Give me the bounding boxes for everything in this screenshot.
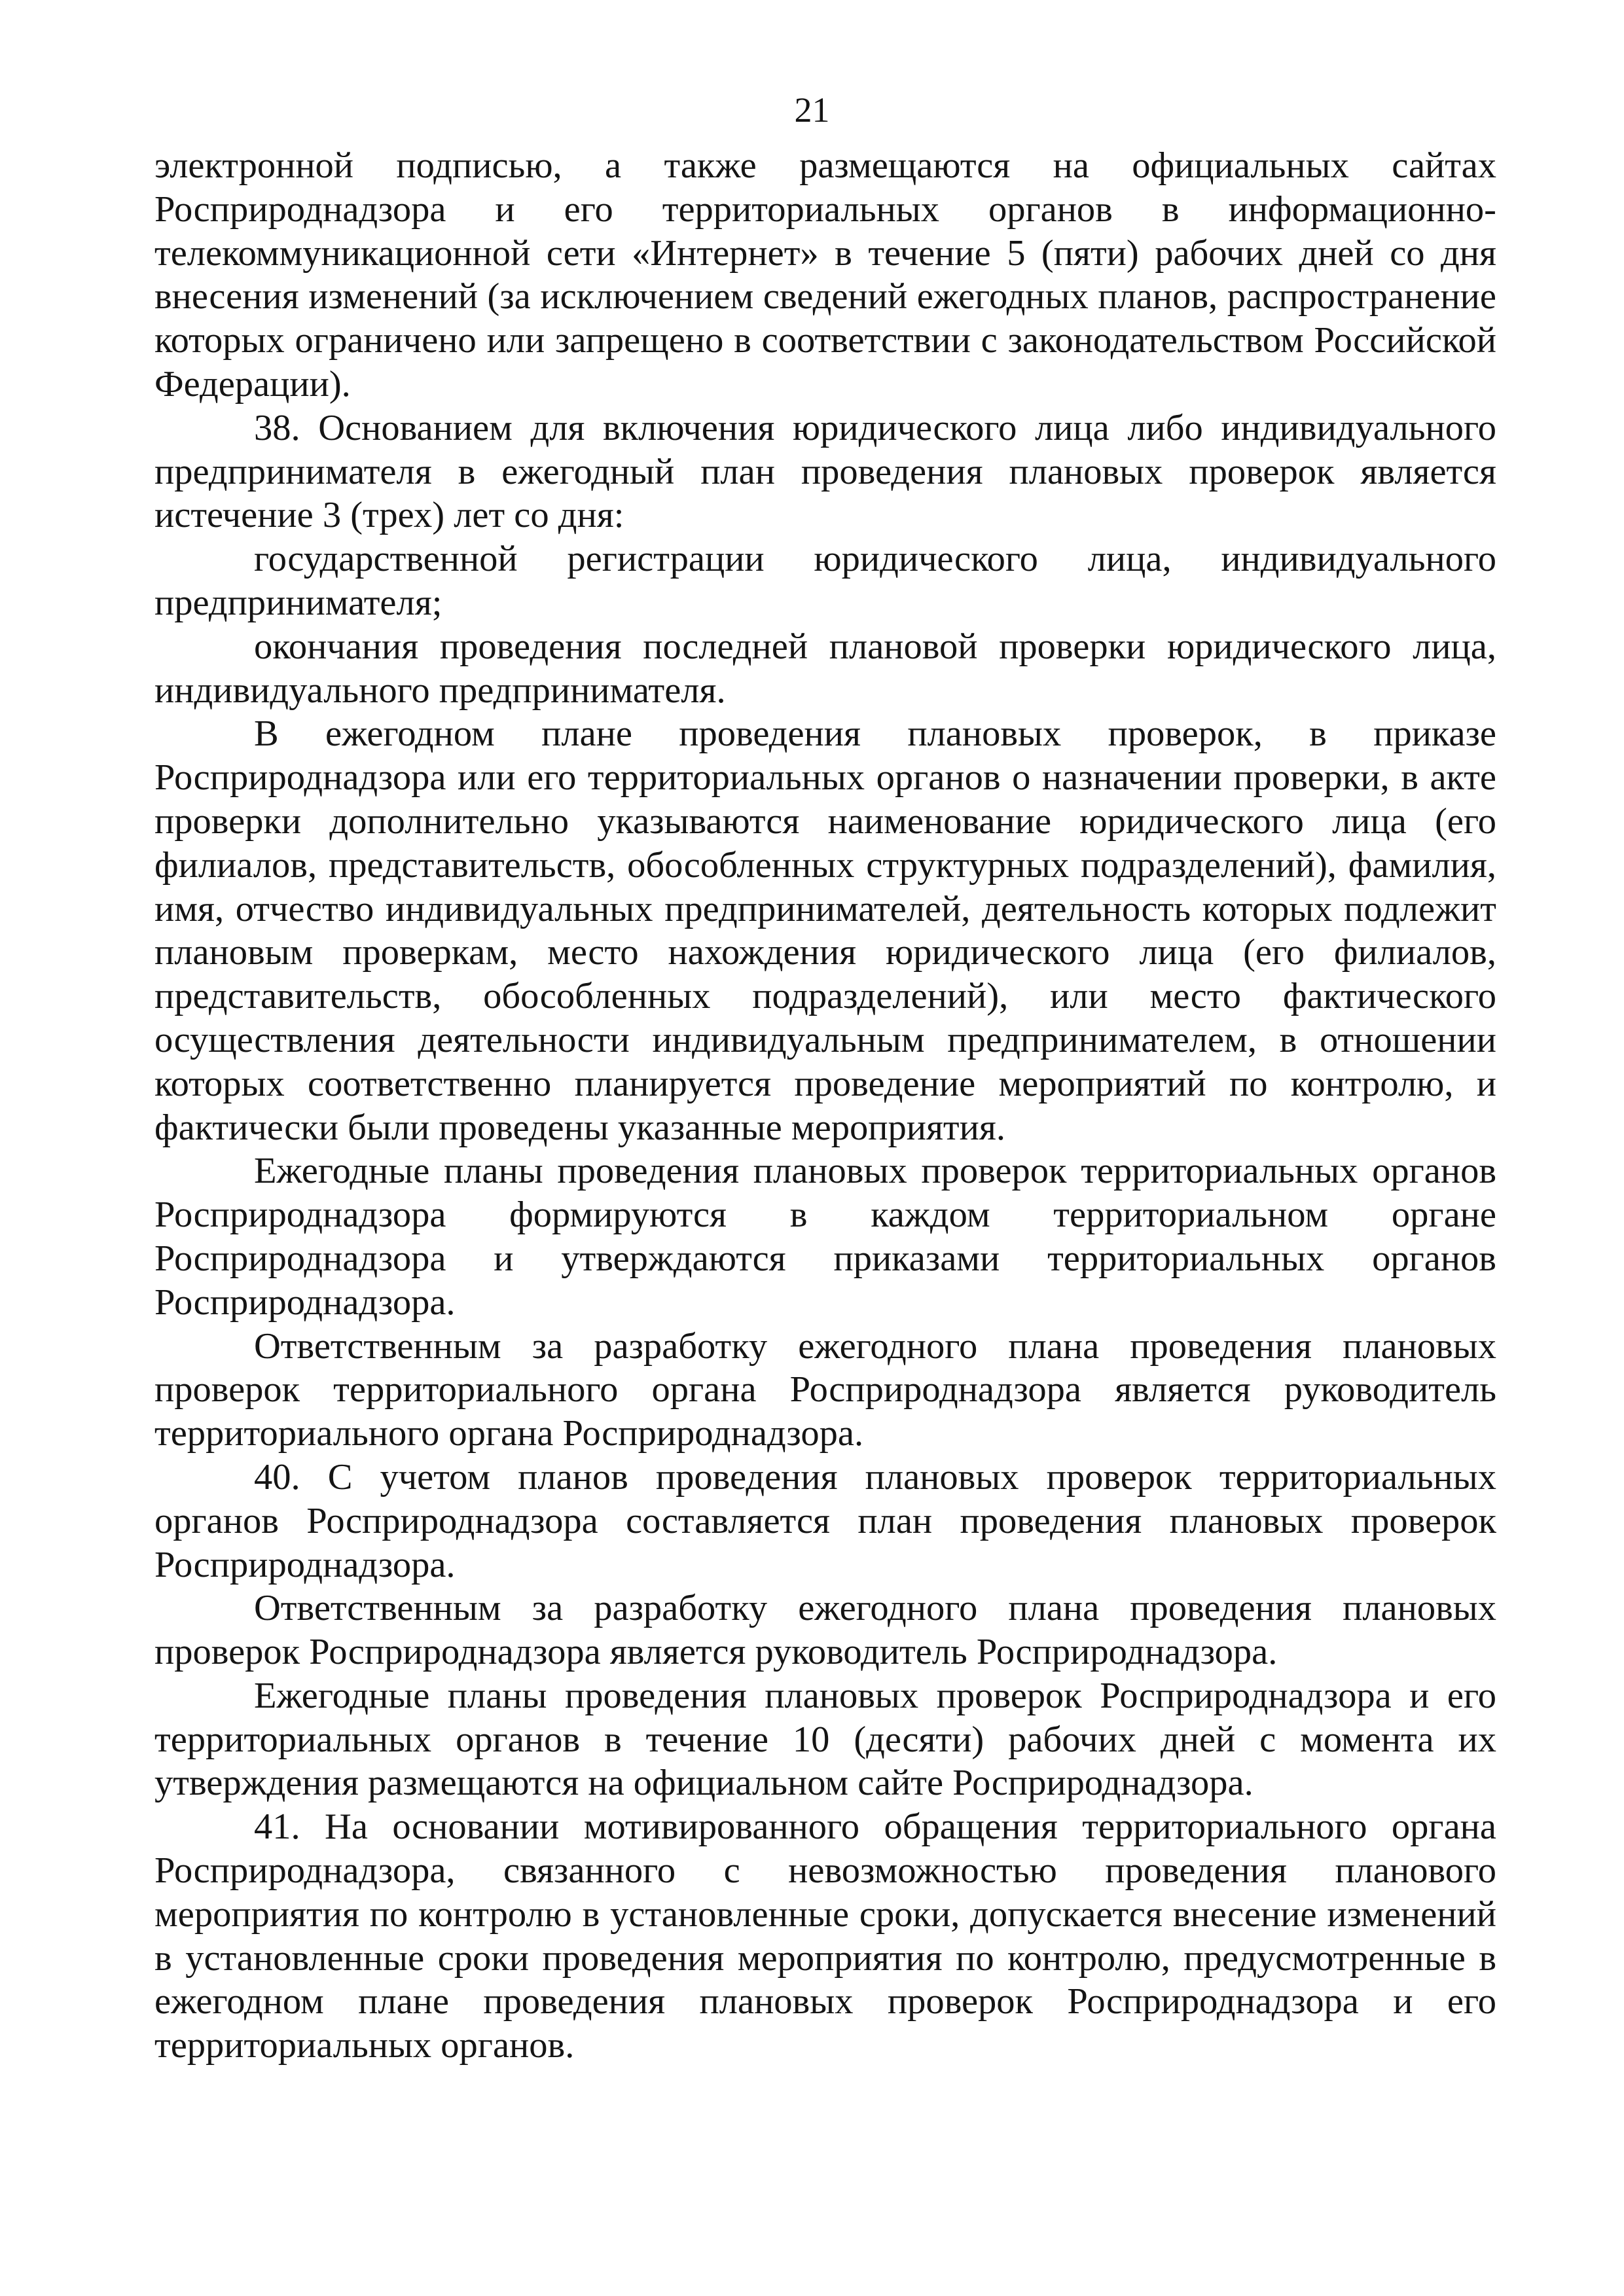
document-body — [154, 144, 1496, 2068]
paragraph-last-inspection: окончания проведения последней плановой проверки юридического лица, индивидуального предпринимателя. — [154, 626, 1496, 711]
paragraph-federal-responsible: Ответственным за разработку ежегодного плана проведения плановых проверок Росприроднадзора является руководитель Росприроднадзора. — [154, 1588, 1496, 1673]
paragraph-territorial-plans: Ежегодные планы проведения плановых проверок территориальных органов Росприроднадзора формируются в каждом территориальном органе Росприроднадзора и утверждаются приказами территориальных органов Росприроднадзора. — [154, 1151, 1496, 1323]
paragraph-publication: Ежегодные планы проведения плановых проверок Росприроднадзора и его территориальных органов в течение 10 (десяти) рабочих дней с момента их утверждения размещаются на официальном сайте Росприроднадзора. — [154, 1675, 1496, 1804]
paragraph-40: 40. С учетом планов проведения плановых проверок территориальных органов Росприроднадзора составляется план проведения плановых проверок Росприроднадзора. — [154, 1456, 1496, 1585]
paragraph-41: 41. На основании мотивированного обращения территориального органа Росприроднадзора, связанного с невозможностью проведения планового мероприятия по контролю в установленные сроки, допускается внесение изменений в установленные сроки проведения мероприятия по контролю, предусмотренные в ежегодном плане проведения плановых проверок Росприроднадзора и его территориальных органов. — [154, 1806, 1496, 2066]
paragraph-state-registration: государственной регистрации юридического лица, индивидуального предпринимателя; — [154, 539, 1496, 623]
paragraph-annual-plan-details: В ежегодном плане проведения плановых проверок, в приказе Росприроднадзора или его территориальных органов о назначении проверки, в акте проверки дополнительно указываются наименование юридического лица (его филиалов, представительств, обособленных структурных подразделений), фамилия, имя, отчество индивидуальных предпринимателей, деятельность которых подлежит плановым проверкам, место нахождения юридического лица (его филиалов, представительств, обособленных подразделений), или место фактического осуществления деятельности индивидуальным предпринимателем, в отношении которых соответственно планируется проведение мероприятий по контролю, и фактически были проведены указанные мероприятия. — [154, 713, 1496, 1148]
page-number: 21 — [794, 90, 830, 130]
paragraph-territorial-responsible: Ответственным за разработку ежегодного плана проведения плановых проверок территориального органа Росприроднадзора является руководитель территориального органа Росприроднадзора. — [154, 1325, 1496, 1454]
paragraph-continuation: электронной подписью, а также размещаются на официальных сайтах Росприроднадзора и его территориальных органов в информационно-телекоммуникационной сети «Интернет» в течение 5 (пяти) рабочих дней со дня внесения изменений (за исключением сведений ежегодных планов, распространение которых ограничено или запрещено в соответствии с законодательством Российской Федерации). — [154, 145, 1496, 404]
paragraph-38: 38. Основанием для включения юридического лица либо индивидуального предпринимателя в ежегодный план проведения плановых проверок является истечение 3 (трех) лет со дня: — [154, 407, 1496, 536]
